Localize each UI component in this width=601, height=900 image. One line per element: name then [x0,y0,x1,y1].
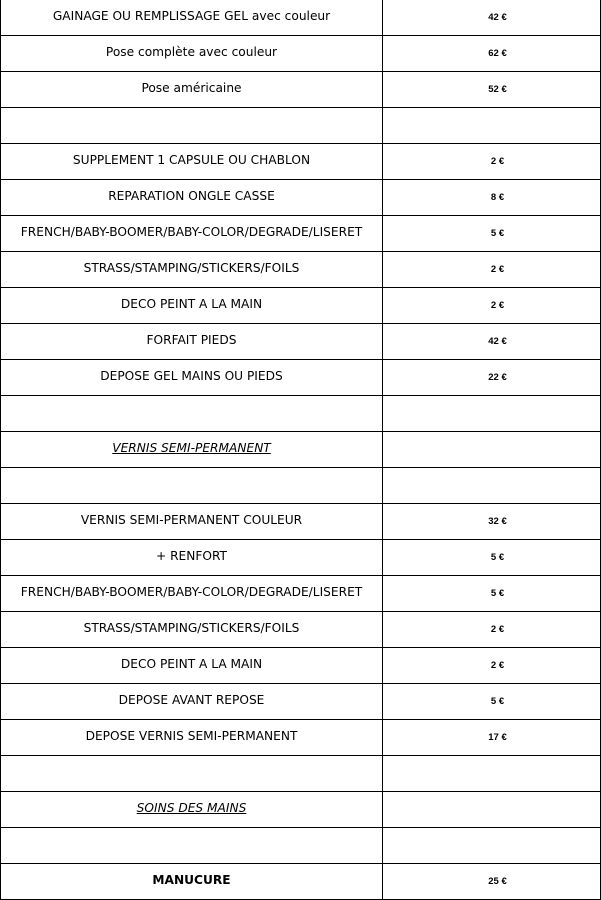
service-price [383,756,601,791]
empty-row [1,396,601,432]
service-price: 2 € [383,612,601,647]
service-price [383,396,601,431]
service-label: Pose complète avec couleur [1,36,383,71]
price-row [1,324,601,360]
price-row [1,288,601,324]
price-row [1,0,601,36]
price-row [1,144,601,180]
service-price: 42 € [383,324,601,359]
price-row [1,252,601,288]
service-label: FRENCH/BABY-BOOMER/BABY-COLOR/DEGRADE/LISERET [1,216,383,251]
service-price: 2 € [383,252,601,287]
price-row [1,684,601,720]
service-label: DECO PEINT A LA MAIN [1,288,383,323]
service-label: MANUCURE [1,864,383,899]
service-label: REPARATION ONGLE CASSE [1,180,383,215]
service-price: 52 € [383,72,601,107]
price-row [1,648,601,684]
empty-row [1,468,601,504]
price-row [1,720,601,756]
service-price: 8 € [383,180,601,215]
price-row [1,216,601,252]
empty-row [1,108,601,144]
service-label: SUPPLEMENT 1 CAPSULE OU CHABLON [1,144,383,179]
price-row [1,36,601,72]
service-label: DECO PEINT A LA MAIN [1,648,383,683]
service-price: 2 € [383,288,601,323]
service-label [1,468,383,503]
service-label: STRASS/STAMPING/STICKERS/FOILS [1,612,383,647]
price-row [1,612,601,648]
empty-row [1,828,601,864]
service-price: 2 € [383,144,601,179]
section-heading: SOINS DES MAINS [1,792,383,827]
section-heading: VERNIS SEMI-PERMANENT [1,432,383,467]
service-price: 5 € [383,684,601,719]
service-label [1,108,383,143]
service-label: Pose américaine [1,72,383,107]
service-price [383,792,601,827]
service-label: DEPOSE AVANT REPOSE [1,684,383,719]
service-price: 42 € [383,0,601,35]
service-label [1,828,383,863]
service-price: 17 € [383,720,601,755]
price-row [1,864,601,900]
service-label: DEPOSE VERNIS SEMI-PERMANENT [1,720,383,755]
price-row [1,72,601,108]
section-heading-row [1,432,601,468]
service-price [383,432,601,467]
service-label: STRASS/STAMPING/STICKERS/FOILS [1,252,383,287]
service-price: 62 € [383,36,601,71]
service-label: VERNIS SEMI-PERMANENT COULEUR [1,504,383,539]
service-label [1,396,383,431]
service-price: 5 € [383,216,601,251]
service-label [1,756,383,791]
service-label: FRENCH/BABY-BOOMER/BABY-COLOR/DEGRADE/LISERET [1,576,383,611]
empty-row [1,756,601,792]
price-row [1,180,601,216]
service-label: DEPOSE GEL MAINS OU PIEDS [1,360,383,395]
service-price: 22 € [383,360,601,395]
price-row [1,504,601,540]
service-price [383,468,601,503]
service-price: 32 € [383,504,601,539]
price-row [1,360,601,396]
service-price: 2 € [383,648,601,683]
price-row [1,540,601,576]
section-heading-row [1,792,601,828]
service-price [383,828,601,863]
service-price: 5 € [383,576,601,611]
service-label: FORFAIT PIEDS [1,324,383,359]
service-price: 5 € [383,540,601,575]
service-label: GAINAGE OU REMPLISSAGE GEL avec couleur [1,0,383,35]
service-price [383,108,601,143]
service-price: 25 € [383,864,601,899]
service-label: + RENFORT [1,540,383,575]
price-row [1,576,601,612]
